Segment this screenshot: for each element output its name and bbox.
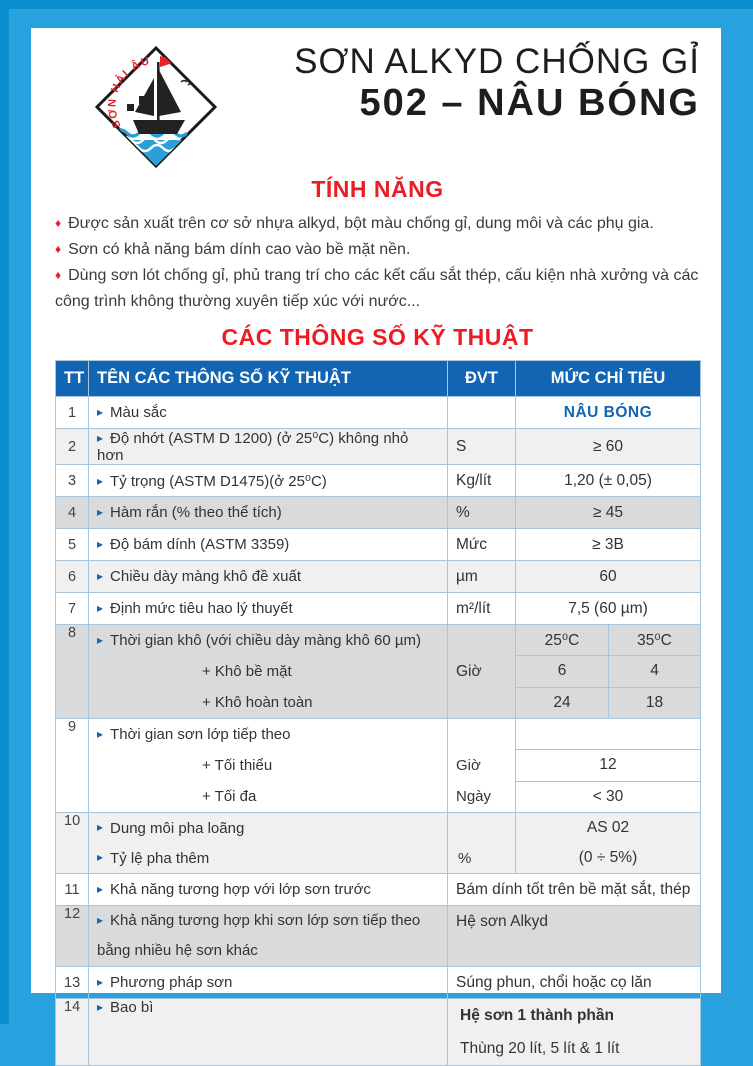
row-no: 5 — [56, 529, 89, 561]
unit-cell: µm — [448, 561, 516, 593]
param-name-cell — [89, 813, 448, 874]
arrow-bullet-icon: ▸ — [97, 431, 104, 445]
spec-row-10 — [56, 813, 701, 874]
feature-text: Sơn có khả năng bám dính cao vào bề mặt nền. — [68, 241, 411, 258]
param-name-cell — [89, 429, 448, 465]
param-name-line — [97, 719, 439, 750]
param-name-cell — [89, 465, 448, 497]
target-value-cell: ≥ 45 — [516, 497, 701, 529]
unit-cell — [448, 813, 516, 874]
spec-row-6 — [56, 561, 701, 593]
row-no: 3 — [56, 465, 89, 497]
spec-row-1 — [56, 397, 701, 429]
param-name-cell — [89, 874, 448, 906]
row-no: 7 — [56, 593, 89, 625]
temp-column-header: 35⁰C — [609, 625, 701, 656]
target-value-cell: 4 — [609, 656, 701, 687]
arrow-bullet-icon: ▸ — [97, 850, 104, 864]
target-value-cell: 6 — [516, 656, 609, 687]
target-value-cell: 60 — [516, 561, 701, 593]
target-value-line: (0 ÷ 5%) — [578, 849, 638, 866]
feature-item — [55, 211, 700, 237]
row-no: 4 — [56, 497, 89, 529]
param-name: Độ nhớt (ASTM D 1200) (ở 25⁰C) không nhỏ hơn — [97, 430, 409, 464]
unit-cell: Mức — [448, 529, 516, 561]
target-value-cell-empty — [516, 719, 701, 750]
arrow-bullet-icon: ▸ — [97, 569, 104, 583]
target-value-cell: 18 — [609, 687, 701, 718]
param-name-line — [97, 813, 439, 843]
spec-row-12 — [56, 906, 701, 967]
features-heading: TÍNH NĂNG — [311, 176, 444, 202]
spec-row-5 — [56, 529, 701, 561]
arrow-bullet-icon: ▸ — [97, 882, 104, 896]
sub-param-label: + Tối đa — [202, 788, 257, 805]
row-no: 11 — [56, 874, 89, 906]
col-header-unit: ĐVT — [448, 361, 516, 397]
spec-row-11 — [56, 874, 701, 906]
row-no: 12 — [56, 906, 89, 967]
col-header-target: MỨC CHỈ TIÊU — [516, 361, 701, 397]
arrow-bullet-icon: ▸ — [97, 537, 104, 551]
param-name: Phương pháp sơn — [110, 974, 233, 991]
unit-cell: Giờ — [448, 625, 516, 719]
unit-cell: Kg/lít — [448, 465, 516, 497]
unit-line — [458, 813, 507, 843]
spec-row-2 — [56, 429, 701, 465]
row-no: 1 — [56, 397, 89, 429]
unit-cell: S — [448, 429, 516, 465]
unit-cell — [448, 397, 516, 429]
diamond-bullet-icon: ♦ — [55, 268, 62, 282]
target-value-cell: 24 — [516, 687, 609, 718]
param-name: Tỷ lệ pha thêm — [110, 849, 210, 867]
sub-param-label: + Tối thiểu — [202, 757, 273, 774]
param-name-cell — [89, 719, 448, 813]
document-header — [55, 40, 700, 168]
unit-line: Ngày — [456, 788, 492, 805]
spec-row-14 — [56, 999, 701, 1066]
param-name-cell — [89, 999, 448, 1066]
document-page — [31, 28, 721, 1057]
arrow-bullet-icon: ▸ — [97, 473, 104, 488]
target-value-cell: < 30 — [516, 781, 701, 812]
arrow-bullet-icon: ▸ — [97, 726, 104, 741]
target-value-cell: Súng phun, chổi hoặc cọ lăn — [448, 967, 701, 999]
unit-line: Giờ — [456, 757, 481, 774]
product-title-block — [294, 42, 700, 124]
param-name-cell — [89, 497, 448, 529]
spec-table — [55, 360, 701, 1066]
spec-row-3 — [56, 465, 701, 497]
temp-column-header: 25⁰C — [516, 625, 609, 656]
feature-item — [55, 263, 700, 315]
target-value-line: Hệ sơn 1 thành phần — [460, 1006, 614, 1024]
unit-line — [456, 719, 507, 750]
target-value-cell — [448, 999, 701, 1066]
unit-cell: % — [448, 497, 516, 529]
arrow-bullet-icon: ▸ — [97, 975, 104, 989]
target-value-cell: Bám dính tốt trên bề mặt sắt, thép — [448, 874, 701, 906]
row-no: 14 — [56, 999, 89, 1066]
arrow-bullet-icon: ▸ — [97, 820, 104, 834]
param-name: Khả năng tương hợp với lớp sơn trước — [110, 881, 371, 898]
param-name: Tỷ trọng (ASTM D1475)(ở 25⁰C) — [110, 472, 327, 490]
row-no: 2 — [56, 429, 89, 465]
target-value-cell: NÂU BÓNG — [516, 397, 701, 429]
specs-heading: CÁC THÔNG SỐ KỸ THUẬT — [221, 324, 534, 350]
row-no: 8 — [56, 625, 89, 719]
frame-dark-left-edge — [0, 0, 9, 1024]
diamond-bullet-icon: ♦ — [55, 216, 62, 230]
product-title-line1: SƠN ALKYD CHỐNG GỈ — [294, 42, 700, 81]
target-value-line: Thùng 20 lít, 5 lít & 1 lít — [460, 1039, 620, 1057]
row-no: 6 — [56, 561, 89, 593]
param-name-line — [97, 625, 439, 656]
param-name-cell — [89, 561, 448, 593]
param-name-cell — [89, 529, 448, 561]
arrow-bullet-icon: ▸ — [97, 913, 104, 927]
col-header-name: TÊN CÁC THÔNG SỐ KỸ THUẬT — [89, 361, 448, 397]
features-list — [55, 211, 700, 315]
target-value-cell: ≥ 3B — [516, 529, 701, 561]
spec-row-4 — [56, 497, 701, 529]
arrow-bullet-icon: ▸ — [97, 505, 104, 519]
target-value-cell: 12 — [516, 750, 701, 781]
param-name-cell — [89, 906, 448, 967]
arrow-bullet-icon: ▸ — [97, 405, 104, 419]
feature-item — [55, 237, 700, 263]
unit-cell — [448, 719, 516, 813]
sub-param-label: + Khô hoàn toàn — [202, 694, 313, 711]
row-no: 9 — [56, 719, 89, 813]
feature-text: Được sản xuất trên cơ sở nhựa alkyd, bột màu chống gỉ, dung môi và các phụ gia. — [68, 215, 654, 232]
param-name: Khả năng tương hợp khi sơn lớp sơn tiếp theo bằng nhiều hệ sơn khác — [97, 912, 421, 959]
spec-row-8 — [56, 625, 701, 656]
unit-line: % — [458, 849, 472, 867]
param-name: Định mức tiêu hao lý thuyết — [110, 600, 293, 617]
logo-text: SƠN HẢI ÂU — [106, 55, 152, 130]
feature-text: Dùng sơn lót chống gỉ, phủ trang trí cho các kết cấu sắt thép, cấu kiện nhà xưởng và các công trình không thường xuyên tiếp xúc với nước... — [55, 267, 699, 310]
target-value-cell: 1,20 (± 0,05) — [516, 465, 701, 497]
spec-row-13 — [56, 967, 701, 999]
param-name: Độ bám dính (ASTM 3359) — [110, 536, 290, 553]
frame-dark-top-edge — [0, 0, 753, 9]
target-value-cell — [516, 813, 701, 874]
sub-param-label: + Khô bề mặt — [202, 663, 292, 680]
col-header-no: TT — [56, 361, 89, 397]
param-name: Hàm rắn (% theo thể tích) — [110, 504, 282, 521]
spec-row-9 — [56, 719, 701, 750]
param-name: Chiều dày màng khô đề xuất — [110, 568, 301, 585]
param-name: Dung môi pha loãng — [110, 819, 245, 837]
arrow-bullet-icon: ▸ — [97, 601, 104, 615]
son-hai-au-logo — [93, 44, 219, 170]
param-name: Thời gian sơn lớp tiếp theo — [110, 726, 291, 743]
param-name: Bao bì — [110, 999, 154, 1016]
spec-header-row — [56, 361, 701, 397]
target-value-cell: Hệ sơn Alkyd — [448, 906, 701, 967]
param-name: Thời gian khô (với chiều dày màng khô 60 µm) — [110, 632, 421, 649]
param-name-cell — [89, 967, 448, 999]
param-name: Màu sắc — [110, 404, 167, 421]
arrow-bullet-icon: ▸ — [97, 1000, 104, 1014]
param-name-line — [97, 843, 439, 873]
param-name-cell — [89, 397, 448, 429]
target-value-cell: ≥ 60 — [516, 429, 701, 465]
target-value-cell: 7,5 (60 µm) — [516, 593, 701, 625]
target-value-line: AS 02 — [586, 819, 630, 836]
product-title-line2: 502 – NÂU BÓNG — [359, 82, 700, 124]
param-name-cell — [89, 625, 448, 719]
diamond-bullet-icon: ♦ — [55, 242, 62, 256]
param-name-cell — [89, 593, 448, 625]
row-no: 10 — [56, 813, 89, 874]
unit-cell: m²/lít — [448, 593, 516, 625]
row-no: 13 — [56, 967, 89, 999]
arrow-bullet-icon: ▸ — [97, 632, 104, 647]
spec-row-7 — [56, 593, 701, 625]
